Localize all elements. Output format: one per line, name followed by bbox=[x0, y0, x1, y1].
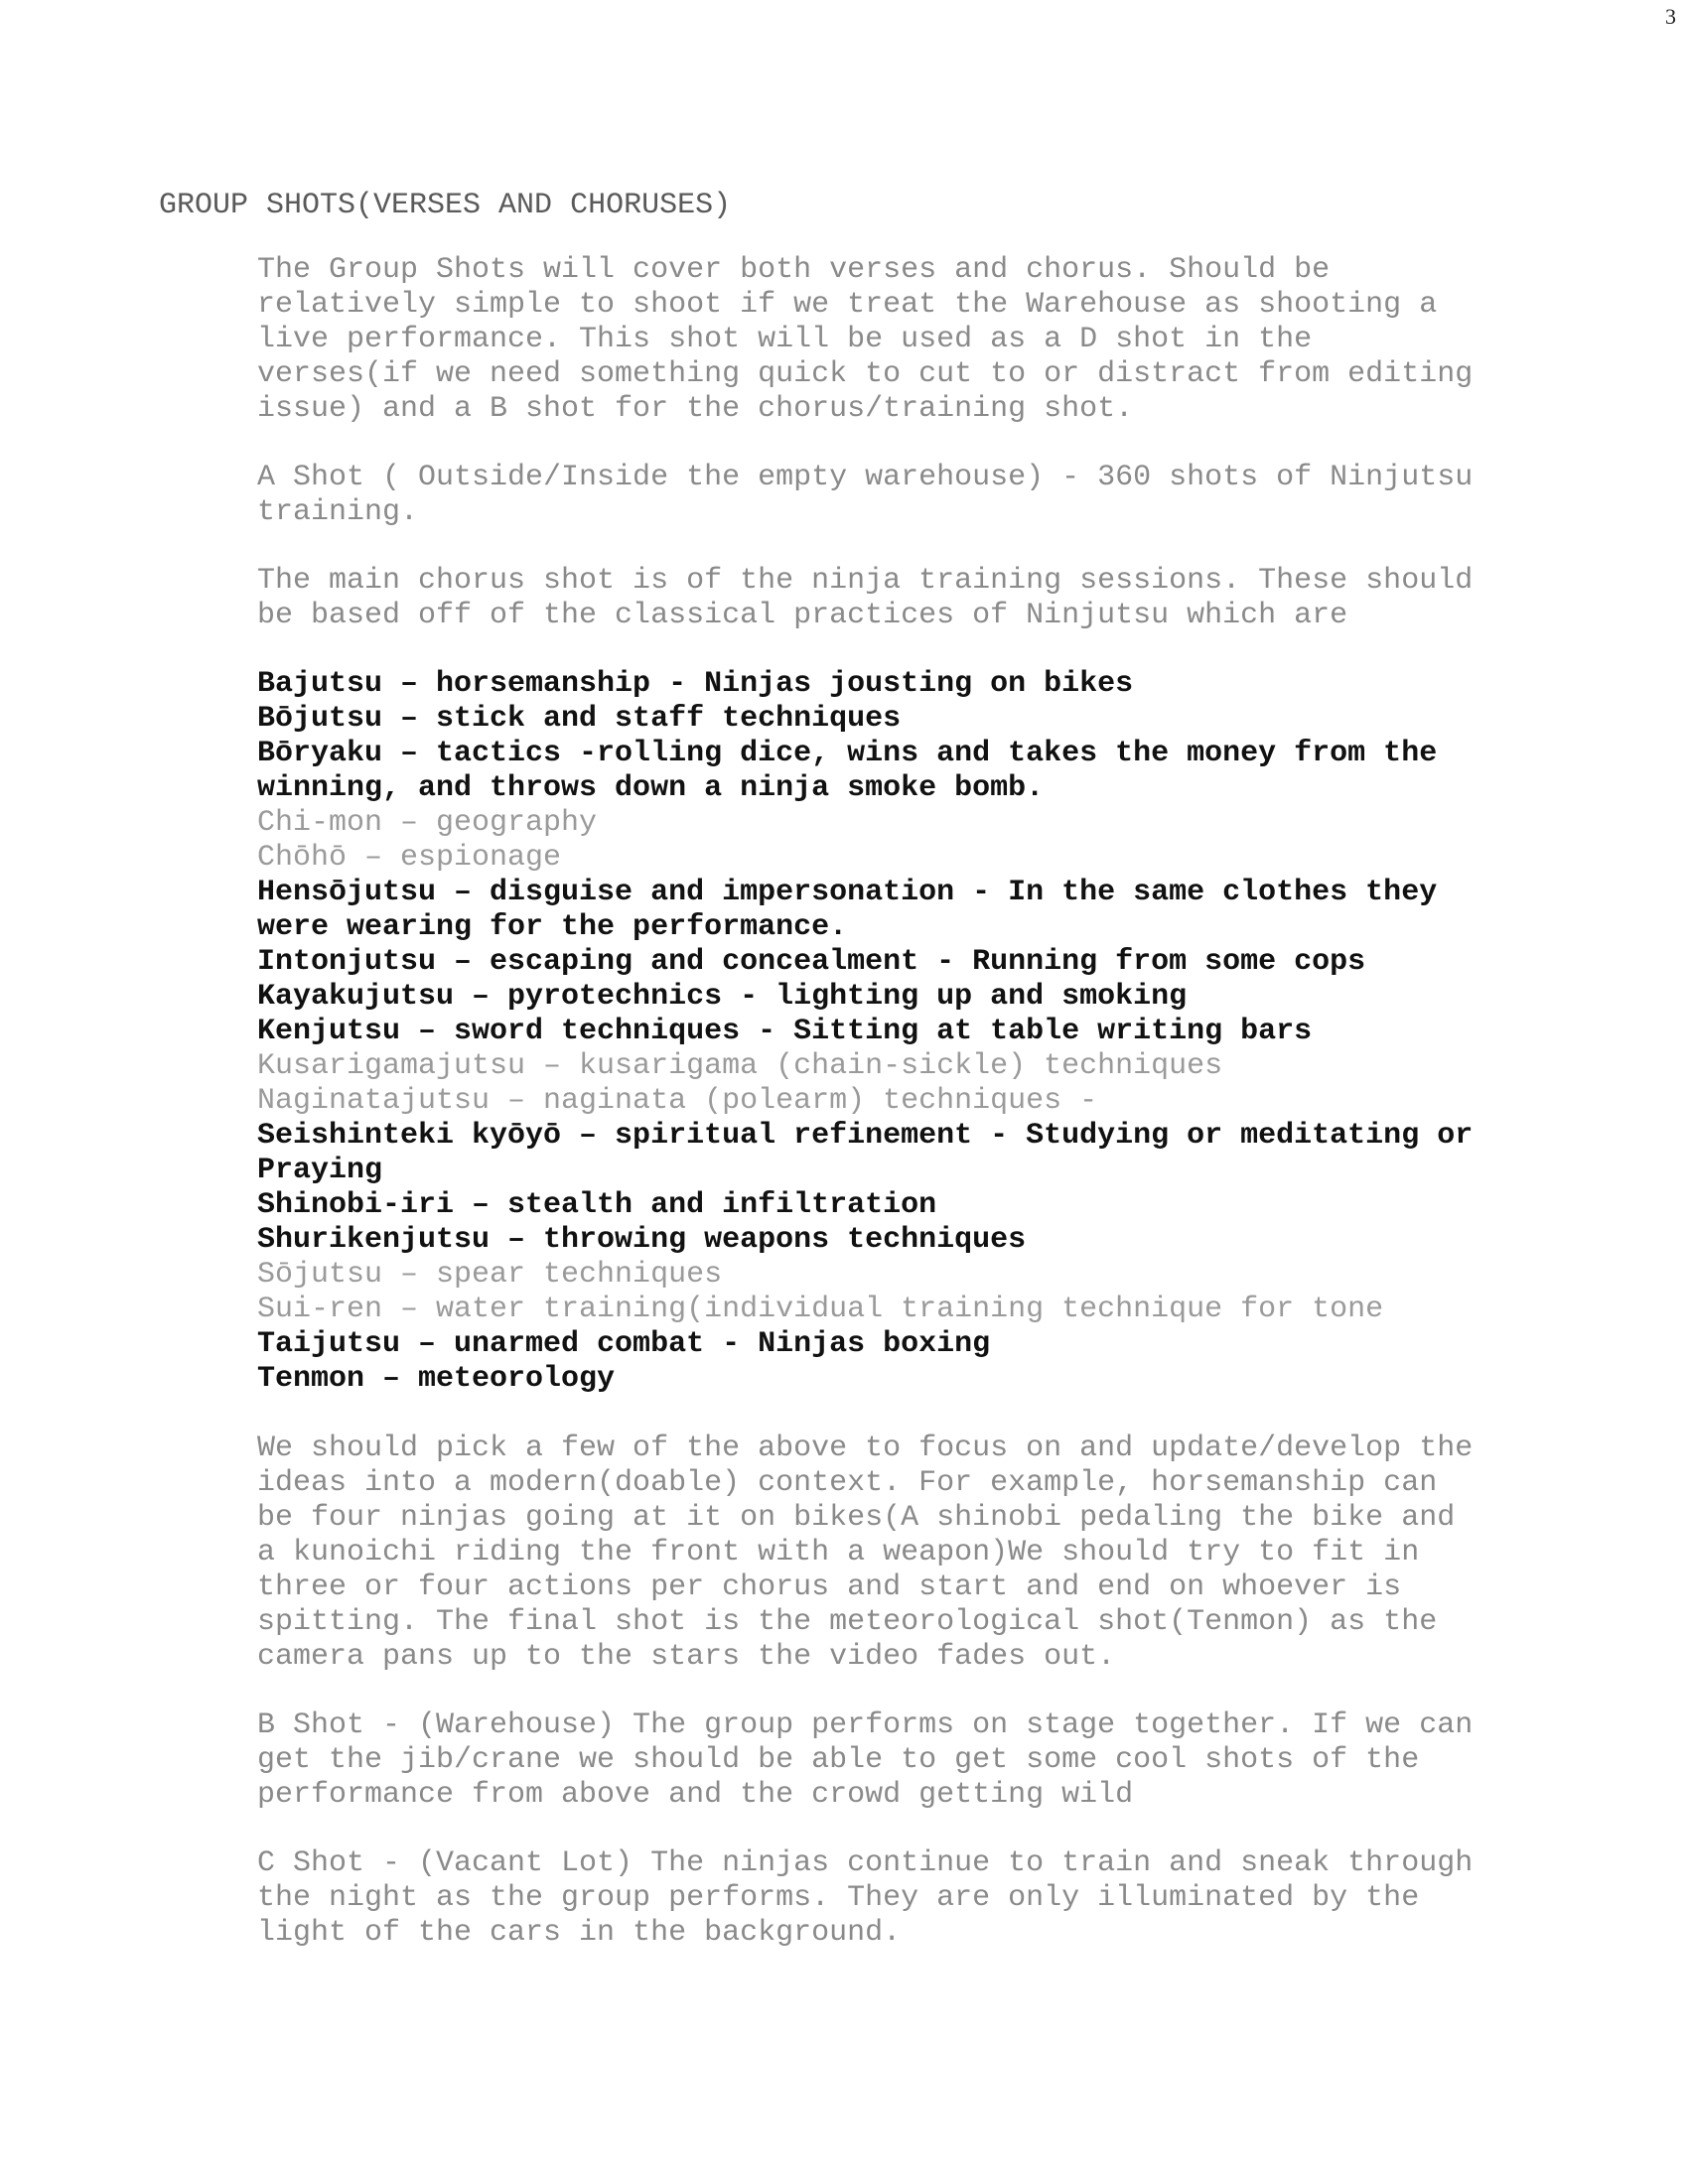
intro-paragraph bbox=[257, 253, 1578, 427]
technique-item: Shurikenjutsu – throwing weapons techniques bbox=[257, 1223, 1027, 1257]
technique-item: Sōjutsu – spear techniques bbox=[257, 1258, 723, 1292]
paragraph-line: a kunoichi riding the front with a weapon)We should try to fit in bbox=[257, 1536, 1420, 1570]
technique-item: Shinobi-iri – stealth and infiltration bbox=[257, 1188, 937, 1222]
technique-item: Hensōjutsu – disguise and impersonation - In the same clothes they bbox=[257, 876, 1438, 909]
technique-item: Seishinteki kyōyō – spiritual refinement - Studying or meditating or bbox=[257, 1119, 1474, 1153]
focus-paragraph bbox=[257, 1432, 1578, 1675]
paragraph-line: ideas into a modern(doable) context. For example, horsemanship can bbox=[257, 1466, 1438, 1500]
technique-item: Kenjutsu – sword techniques - Sitting at table writing bars bbox=[257, 1015, 1313, 1048]
technique-item: Kusarigamajutsu – kusarigama (chain-sickle) techniques bbox=[257, 1049, 1223, 1083]
paragraph-line: spitting. The final shot is the meteorological shot(Tenmon) as the bbox=[257, 1605, 1438, 1639]
paragraph-line: verses(if we need something quick to cut to or distract from editing bbox=[257, 357, 1474, 391]
technique-item: Intonjutsu – escaping and concealment - Running from some cops bbox=[257, 945, 1366, 979]
paragraph-line: live performance. This shot will be used as a D shot in the bbox=[257, 323, 1313, 356]
paragraph-line: camera pans up to the stars the video fades out. bbox=[257, 1640, 1116, 1674]
paragraph-line: B Shot - (Warehouse) The group performs on stage together. If we can bbox=[257, 1708, 1474, 1742]
technique-item: Chōhō – espionage bbox=[257, 841, 562, 875]
technique-item: Taijutsu – unarmed combat - Ninjas boxing bbox=[257, 1327, 991, 1361]
paragraph-line: C Shot - (Vacant Lot) The ninjas continue to train and sneak through bbox=[257, 1846, 1474, 1880]
paragraph-line: We should pick a few of the above to focus on and update/develop the bbox=[257, 1432, 1474, 1465]
paragraph-line: relatively simple to shoot if we treat the Warehouse as shooting a bbox=[257, 288, 1438, 322]
paragraph-line: light of the cars in the background. bbox=[257, 1916, 902, 1950]
technique-item: Bajutsu – horsemanship - Ninjas jousting on bikes bbox=[257, 667, 1134, 701]
b-shot-paragraph bbox=[257, 1708, 1578, 1813]
paragraph-line: the night as the group performs. They are only illuminated by the bbox=[257, 1881, 1420, 1915]
paragraph-line: The Group Shots will cover both verses and chorus. Should be bbox=[257, 253, 1331, 287]
technique-item: Bōjutsu – stick and staff techniques bbox=[257, 702, 902, 736]
c-shot-paragraph bbox=[257, 1846, 1578, 1951]
technique-item: Chi-mon – geography bbox=[257, 806, 598, 840]
paragraph-line: training. bbox=[257, 495, 419, 529]
section-heading: GROUP SHOTS(VERSES AND CHORUSES) bbox=[159, 189, 732, 222]
a-shot-paragraph bbox=[257, 461, 1578, 530]
technique-item: were wearing for the performance. bbox=[257, 910, 848, 944]
page-number: 3 bbox=[1665, 4, 1676, 29]
technique-item: Bōryaku – tactics -rolling dice, wins and takes the money from the bbox=[257, 737, 1438, 770]
technique-item: Kayakujutsu – pyrotechnics - lighting up and smoking bbox=[257, 980, 1188, 1014]
paragraph-line: issue) and a B shot for the chorus/training shot. bbox=[257, 392, 1134, 426]
technique-item: winning, and throws down a ninja smoke bomb. bbox=[257, 771, 1045, 805]
technique-item: Naginatajutsu – naginata (polearm) techniques - bbox=[257, 1084, 1098, 1118]
paragraph-line: be based off of the classical practices of Ninjutsu which are bbox=[257, 599, 1348, 632]
technique-list bbox=[257, 667, 1578, 1397]
technique-item: Praying bbox=[257, 1154, 383, 1187]
paragraph-line: three or four actions per chorus and start and end on whoever is bbox=[257, 1570, 1402, 1604]
chorus-paragraph bbox=[257, 564, 1578, 633]
paragraph-line: A Shot ( Outside/Inside the empty warehouse) - 360 shots of Ninjutsu bbox=[257, 461, 1474, 494]
paragraph-line: The main chorus shot is of the ninja training sessions. These should bbox=[257, 564, 1474, 598]
paragraph-line: be four ninjas going at it on bikes(A shinobi pedaling the bike and bbox=[257, 1501, 1456, 1535]
technique-item: Tenmon – meteorology bbox=[257, 1362, 616, 1396]
paragraph-line: performance from above and the crowd getting wild bbox=[257, 1778, 1134, 1812]
paragraph-line: get the jib/crane we should be able to get some cool shots of the bbox=[257, 1743, 1420, 1777]
technique-item: Sui-ren – water training(individual training technique for tone bbox=[257, 1293, 1384, 1326]
